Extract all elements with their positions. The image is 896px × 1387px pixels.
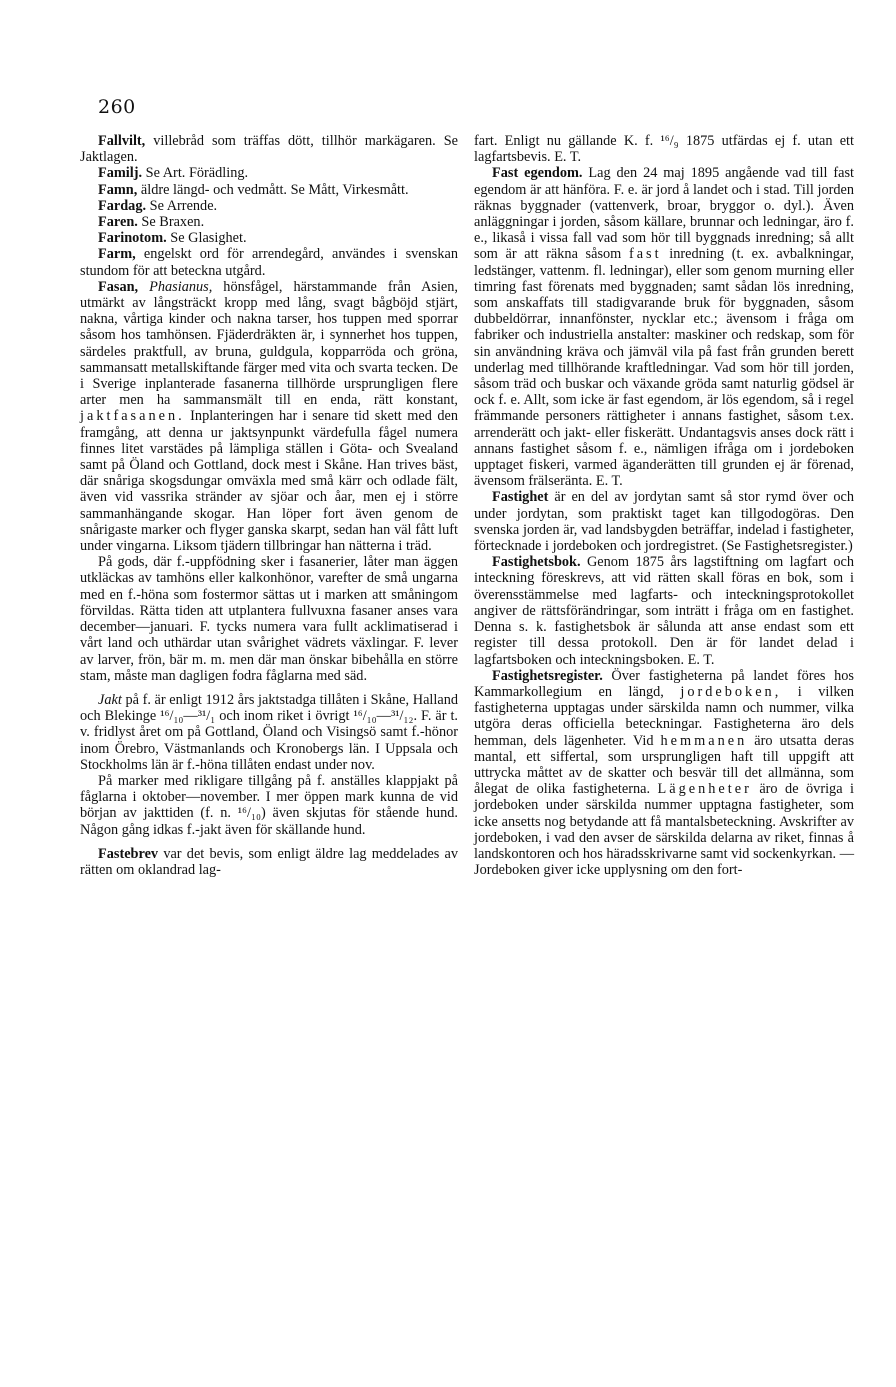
latin-name: Phasianus,	[149, 278, 213, 295]
right-column	[474, 133, 854, 878]
page-number: 260	[98, 96, 136, 118]
headword: Fastighetsbok.	[492, 554, 581, 571]
headword: Fastebrev	[98, 845, 159, 862]
entry-text-continued: äro de övriga i jordeboken under särskilda nummer upptagna fastigheter, som icke ansetts nog betydande att få mantalsbeteckning. Avskrifter av jordeboken, i vad den avser de särskilda delarna av riket, finnas å landskontoren och hos häradsskrivarne samt vid sockenkyrkan. — Jordeboken giver icke upplysning om den fort-	[474, 781, 855, 879]
entry-text: äldre längd- och vedmått. Se Mått, Virkesmått.	[137, 181, 409, 198]
entry-fastebrev	[80, 846, 458, 878]
headword: Farm,	[98, 246, 136, 263]
entry-fastighet	[474, 489, 854, 554]
entry-text-continued: i vilken fastigheterna upptagas under särskilda namn och nummer, vilka utgöra deras officiella beteckningar. Fastigheterna äro dels hemman, dels lägenheter. Vid	[474, 683, 854, 749]
headword: Famn,	[98, 181, 138, 198]
spaced-term: Lägenheter	[657, 781, 752, 798]
entry-fastighetsbok	[474, 554, 854, 667]
spaced-term: hemmanen	[660, 732, 748, 749]
entry-text: engelskt ord för arrendegård, användes i svenskan stundom för att beteckna utgård.	[80, 246, 458, 279]
headword: Farinotom.	[98, 230, 167, 247]
headword: Fallvilt,	[98, 133, 146, 149]
entry-text: hönsfågel, härstammande från Asien, utmärkt av långsträckt kropp med lång, svagt bågböjd stjärt, nakna, vårtiga kinder och nakna tarser, hos tuppen med sporrar såsom hos tamhönsen. Fjäderdräkten är, i synnerhet hos tuppen, särdeles praktfull, av bruna, guldgula, kopparröda och gröna, sammansatt metallskiftande färger med vita och svarta tecken. De i Sverige inplanterade fasanerna tillhörde ursprungligen flere arter men ha sammansmält till en enda, rätt konstant,	[80, 278, 458, 409]
entry-fast-egendom	[474, 165, 854, 489]
entry-familj	[80, 165, 458, 181]
entry-famn	[80, 182, 458, 198]
entry-text: var det bevis, som enligt äldre lag meddelades av rätten om oklandrad lag-	[80, 845, 458, 878]
entry-farinotom	[80, 230, 458, 246]
entry-fasan	[80, 279, 458, 554]
entry-text: Se Glasighet.	[166, 230, 247, 247]
entry-text: Se Arrende.	[146, 197, 218, 214]
entry-fallvilt	[80, 133, 458, 165]
entry-farm	[80, 246, 458, 278]
headword: Familj.	[98, 165, 143, 182]
entry-fardag	[80, 198, 458, 214]
subheading: Jakt	[98, 691, 122, 708]
entry-text-continued: äro utsatta deras mantal, ett siffertal, som ursprungligen haft till uppgift att uttrycka måttet av de skatter och besvär till det allmänna, som ålegat de olika fastigheterna.	[474, 732, 855, 798]
entry-text: Se Art. Förädling.	[142, 165, 249, 182]
headword: Faren.	[98, 214, 138, 231]
paragraph-fasanerier: På gods, där f.-uppfödning sker i fasanerier, låter man äggen utkläckas av tamhöns eller kalkonhönor, varefter de små ungarna med en f.-höna som fostermor sättas ut i marken att småningom förvildas. Rätta tiden att utplantera fullvuxna fasaner anses vara december—januari. F. tycks numera vara fullt acklimatiserad i vårt land och uthärdar utan svårighet vädrets växlingar. F. lever av larver, frön, bär m. m. men där man önskar bibehålla en större stam, måste man dagligen fodra fåglarna med säd.	[80, 554, 458, 684]
entry-text-continued: inredning (t. ex. avbalkningar, ledstänger, vattenm. fl. ledningar), eller som genom murning eller timring fast förenats med byggnaden; samt sådan lös inredning, som anskaffats till stadigvarande bruk för byggnaden, såsom dubbeldörrar, innanfönster, nycklar etc.; ävensom i fråga om fabriker och industriella anstalter: maskiner och redskap, som för sin användning kräva och jämväl vila på fast från grunden berett underlag med tillhörande kraftledningar. Vad som hör till jorden, såsom träd och buskar och växande gröda samt naturlig gödsel är ock f. e. Allt, som icke är fast egendom, är lös egendom, så i regel främmande personers rättigheter i annans fastighet, såsom t.ex. arrenderätt och jakt- eller fiskerätt. Undantagsvis anses dock rätt i annans fastighet såsom f. e., nämligen ifråga om i jordeboken upptaget fiskeri, varmed äganderätten till grunden ej är förenad, ävensom frälseränta. E. T.	[474, 246, 854, 490]
entry-text: Se Braxen.	[137, 214, 205, 231]
headword: Fardag.	[98, 197, 147, 214]
headword: Fastighetsregister.	[492, 667, 603, 684]
entry-text: Genom 1875 års lagstiftning om lagfart och inteckning föreskrevs, att vid rätten skall föras en bok, som i överensstämmelse med lagfarts- och inteckningsprotokollet angiver de rättsförändringar, som inträtt i fråga om en fastighet. Denna s. k. fastighetsbok är sålunda att anse endast som ett register till dessa protokoll. Den är för landet delad i lagfartsboken och inteckningsboken. E. T.	[474, 554, 854, 668]
entry-text: är en del av jordytan samt så stor rymd över och under jordytan, som praktiskt taget kan tillgodogöras. Den svenska jorden är, vad landsbygden beträffar, indelad i fastigheter, förtecknade i jordeboken och jordregistret. (Se Fastighetsregister.)	[474, 489, 854, 555]
left-column	[80, 133, 458, 878]
headword: Fastighet	[492, 489, 549, 506]
entry-fastighetsregister	[474, 668, 854, 879]
paragraph-jakt: Jakt på f. är enligt 1912 års jaktstadga tillåten i Skåne, Halland och Blekinge ¹⁶/₁₀—³¹/₁ och inom riket i övrigt ¹⁶/₁₀—³¹/₁₂. F. är t. v. fridlyst året om på Gottland, Öland och Visingsö samt f.-hönor inom Örebro, Västmanlands och Kronobergs län. I Uppsala och Stockholms län är f.-höna tillåten endast under nov.	[80, 691, 458, 773]
entry-text-continued: Inplanteringen har i senare tid skett med den framgång, att denna ur jaktsynpunkt värdefulla fågel numera finnes litet varstädes på lämpliga ställen i Göta- och Svealand samt på Öland och Gottland, dock mest i Skåne. Han trives bäst, där snåriga skogsdungar omväxla med små kärr och odlade fält, även vid vassrika stränder av sjöar och åar, men ej i större sammanhängande skogar. Han löper fort även genom de snårigaste marker och flyger ganska skarpt, sedan han väl fått luft under vingarna. Liksom tjädern tillbringar han nätterna i träd.	[80, 408, 458, 555]
spaced-term: jaktfasanen.	[80, 408, 185, 425]
entry-text: Över fastigheterna på landet föres hos Kammarkollegium en längd,	[474, 667, 854, 700]
spaced-term: jordeboken,	[680, 683, 782, 700]
headword: Fast egendom.	[492, 165, 583, 182]
spaced-term: fast	[628, 246, 662, 263]
headword: Fasan,	[98, 278, 139, 295]
paragraph-klappjakt: På marker med rikligare tillgång på f. anställes klappjakt på fåglarna i oktober—november. I mer öppen mark kunna de vid början av jakttiden (f. n. ¹⁶/₁₀) även skjutas för stående hund. Någon gång idkas f.-jakt även för skällande hund.	[80, 772, 458, 838]
continuation-fastebrev: fart. Enligt nu gällande K. f. ¹⁶/₉ 1875 utfärdas ej f. utan ett lagfartsbevis. E. T.	[474, 133, 854, 166]
entry-faren	[80, 214, 458, 230]
entry-text: Lag den 24 maj 1895 angående vad till fast egendom är att hänföra. F. e. är jord å landet och i stad. Till jorden räknas byggnader (vattenverk, broar, bryggor o. dyl.). Även anläggningar i jorden, såsom källare, brunnar och ledningar, äro f. e., likaså i vissa fall vad som hör till byggnads inredning; så allt som är att räkna såsom	[474, 165, 854, 263]
entry-text: villebråd som träffas dött, tillhör markägaren. Se Jaktlagen.	[80, 133, 458, 166]
